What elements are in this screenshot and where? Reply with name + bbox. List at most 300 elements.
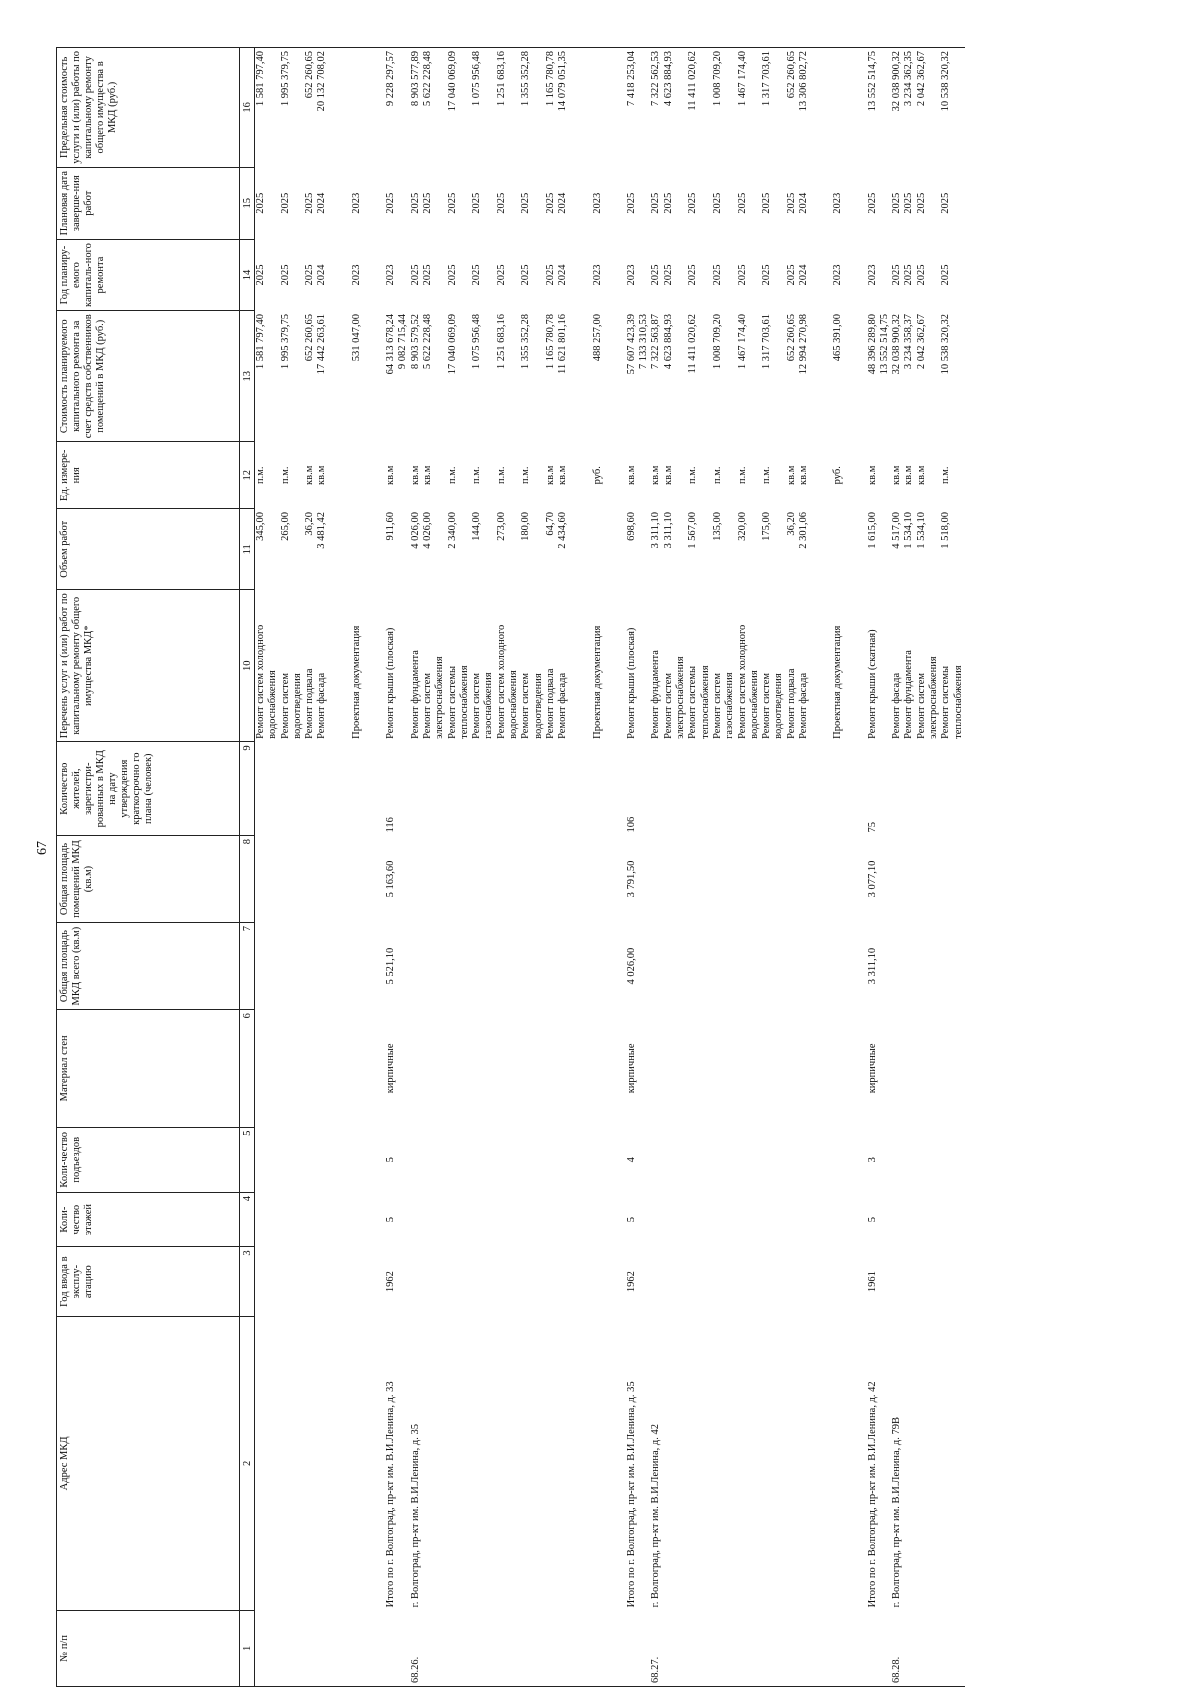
- year-built-cell: [304, 1247, 316, 1317]
- work-type-cell: Ремонт фасада: [557, 672, 569, 739]
- premises-area-cell: [891, 835, 903, 922]
- total-area-cell: [570, 923, 592, 1010]
- row-number-cell: [280, 1610, 292, 1686]
- table-row: [700, 48, 712, 1687]
- repair-year-cell: 2024: [316, 264, 328, 286]
- column-number: 5: [240, 1127, 255, 1192]
- total-area-cell: [267, 923, 279, 1010]
- table-row: [496, 48, 508, 1687]
- residents-cell: [700, 742, 712, 836]
- row-number-cell: [363, 1610, 385, 1686]
- entrances-cell: [471, 1127, 483, 1192]
- address-cell: [483, 1316, 495, 1610]
- cost-cell: 531 047,00: [350, 313, 362, 362]
- cost-cell: [845, 311, 867, 442]
- total-area-cell: [304, 923, 316, 1010]
- premises-area-cell: [903, 835, 915, 922]
- total-area-cell: [292, 923, 304, 1010]
- wall-material-cell: [508, 1010, 520, 1128]
- unit-cell: п.м.: [279, 466, 291, 485]
- repair-year-cell: [508, 239, 520, 311]
- unit-cell: кв.м: [785, 465, 797, 485]
- row-number-cell: [520, 1610, 532, 1686]
- floors-cell: [557, 1192, 569, 1246]
- completion-year-cell: 2024: [797, 192, 809, 214]
- limit-cost-cell: 652 260,65: [304, 48, 316, 168]
- wall-material-cell: [304, 1010, 316, 1128]
- work-volume-cell: 911,60: [385, 512, 397, 541]
- limit-cost-cell: 1 995 379,75: [280, 48, 292, 168]
- repair-year-cell: 2025: [446, 264, 458, 286]
- table-row: [675, 48, 687, 1687]
- residents-cell: [940, 742, 952, 836]
- premises-area-cell: [953, 835, 965, 922]
- completion-year-cell: [928, 167, 940, 239]
- table-row: [447, 48, 459, 1687]
- limit-cost-cell: [351, 48, 363, 168]
- residents-cell: [712, 742, 724, 836]
- entrances-cell: [604, 1127, 626, 1192]
- row-number-cell: [761, 1610, 773, 1686]
- total-cost-value: 64 313 678,24: [385, 313, 397, 375]
- work-type-cell: Ремонт системы: [687, 665, 699, 739]
- premises-area-cell: [533, 835, 545, 922]
- address-cell: [447, 1316, 459, 1610]
- premises-area-cell: [928, 835, 940, 922]
- cost-cell: 11 621 801,16: [557, 313, 569, 374]
- cost-cell: 1 075 956,48: [471, 313, 483, 370]
- repair-year-cell: [675, 239, 687, 311]
- repair-year-cell: 2025: [662, 264, 674, 286]
- unit-cell: [483, 442, 495, 509]
- cost-cell: 17 442 263,61: [316, 313, 328, 375]
- floors-cell: [675, 1192, 687, 1246]
- limit-cost-cell: [570, 48, 592, 168]
- total-area-cell: [891, 923, 903, 1010]
- header-cell: Коли-чество подъездов: [57, 1127, 240, 1192]
- header-cell: Количество жителей, зарегистри-рованных в МКД на дату утверждения краткосрочно го плана (человек): [57, 742, 240, 836]
- total-area-cell: [471, 923, 483, 1010]
- premises-area-cell: [483, 835, 495, 922]
- unit-cell: п.м.: [940, 466, 952, 485]
- row-number-cell: [508, 1610, 520, 1686]
- wall-material-cell: [798, 1010, 810, 1128]
- year-built-cell: [410, 1247, 422, 1317]
- address-cell: г. Волгоград, пр-кт им. В.И.Ленина, д. 79В: [891, 1417, 903, 1608]
- row-number-cell: [471, 1610, 483, 1686]
- table-row: [650, 48, 662, 1687]
- cost-cell: 1 355 352,28: [520, 313, 532, 370]
- completion-year-cell: [845, 167, 867, 239]
- work-type-cell: Ремонт подвала: [544, 668, 556, 739]
- limit-cost-cell: 8 903 577,89: [410, 48, 422, 168]
- wall-material-cell: [928, 1010, 940, 1128]
- wall-material-cell: [410, 1010, 422, 1128]
- work-volume-cell: 3 311,10: [650, 512, 662, 549]
- address-cell: [592, 1316, 604, 1610]
- floors-cell: [903, 1192, 915, 1246]
- work-volume-cell: 135,00: [711, 512, 723, 541]
- completion-year-cell: 2025: [544, 192, 556, 214]
- residents-cell: [786, 742, 798, 836]
- work-volume-cell: 36,20: [785, 512, 797, 536]
- unit-cell: кв.м: [557, 465, 569, 485]
- header-cell: Год планиру-емого капиталь-ного ремонта: [57, 239, 240, 311]
- total-area-cell: [557, 923, 569, 1010]
- table-row: [687, 48, 699, 1687]
- year-built-cell: [508, 1247, 520, 1317]
- header-cell: Объем работ: [57, 509, 240, 590]
- table-row: [916, 48, 928, 1687]
- repair-year-cell: 2023: [350, 264, 362, 286]
- cost-cell: 3 234 358,37: [903, 313, 915, 370]
- row-number-cell: [773, 1610, 785, 1686]
- completion-year-cell: 2025: [471, 192, 483, 214]
- address-cell: [724, 1316, 736, 1610]
- entrances-cell: [953, 1127, 965, 1192]
- year-built-cell: [533, 1247, 545, 1317]
- wall-material-cell: [280, 1010, 292, 1128]
- table-row: [891, 48, 903, 1687]
- page-number: 67: [35, 841, 50, 855]
- year-built-cell: [928, 1247, 940, 1317]
- row-number-cell: [810, 1610, 832, 1686]
- row-number-cell: [798, 1610, 810, 1686]
- repair-year-cell: [329, 239, 351, 311]
- column-number: 3: [240, 1247, 255, 1317]
- work-volume-cell: 3 481,42: [316, 512, 328, 549]
- address-cell: [545, 1316, 557, 1610]
- column-number: 16: [240, 48, 255, 168]
- address-cell: [316, 1316, 328, 1610]
- premises-area-cell: [280, 835, 292, 922]
- year-built-cell: 1962: [385, 1271, 397, 1293]
- address-cell: [687, 1316, 699, 1610]
- repair-year-cell: 2025: [520, 264, 532, 286]
- work-volume-cell: 144,00: [471, 512, 483, 541]
- cost-cell: 32 038 900,32: [891, 313, 903, 375]
- repair-year-cell: 2025: [544, 264, 556, 286]
- column-number: 2: [240, 1316, 255, 1610]
- cost-cell: [363, 311, 385, 442]
- premises-area-cell: [786, 835, 798, 922]
- cost-cell: [533, 311, 545, 442]
- cost-cell: [675, 311, 687, 442]
- address-cell: Итого по г. Волгоград, пр-кт им. В.И.Ленина, д. 35: [625, 1381, 637, 1608]
- unit-cell: п.м.: [471, 466, 483, 485]
- header-cell: Предельная стоимость услуги и (или) работы по капитальному ремонту общего имущества в МКД (руб.): [57, 48, 240, 168]
- residents-cell: [845, 742, 867, 836]
- premises-area-cell: [687, 835, 699, 922]
- year-built-cell: [280, 1247, 292, 1317]
- residents-cell: [650, 742, 662, 836]
- premises-area-cell: [604, 835, 626, 922]
- floors-cell: [749, 1192, 761, 1246]
- address-cell: [570, 1316, 592, 1610]
- row-number-cell: [845, 1610, 867, 1686]
- row-number-cell: [749, 1610, 761, 1686]
- work-volume-cell: [292, 509, 304, 590]
- total-area-cell: [496, 923, 508, 1010]
- address-cell: [749, 1316, 761, 1610]
- premises-area-cell: [508, 835, 520, 922]
- work-volume-cell: 2 434,60: [557, 512, 569, 549]
- unit-cell: [928, 442, 940, 509]
- wall-material-cell: [604, 1010, 626, 1128]
- wall-material-cell: [663, 1010, 675, 1128]
- residents-cell: 75: [866, 821, 878, 833]
- residents-cell: [267, 742, 279, 836]
- cost-cell: 17 040 069,09: [446, 313, 458, 375]
- spacer-row: [570, 48, 592, 1687]
- entrances-cell: [749, 1127, 761, 1192]
- residents-cell: [410, 742, 422, 836]
- premises-area-cell: [545, 835, 557, 922]
- work-volume-cell: 265,00: [279, 512, 291, 541]
- work-type-cell: Ремонт подвала: [785, 668, 797, 739]
- floors-cell: [545, 1192, 557, 1246]
- column-number: 9: [240, 742, 255, 836]
- wall-material-cell: [520, 1010, 532, 1128]
- premises-area-cell: [916, 835, 928, 922]
- cost-cell: [483, 311, 495, 442]
- year-built-cell: [351, 1247, 363, 1317]
- unit-cell: [700, 442, 712, 509]
- completion-year-cell: 2025: [736, 192, 748, 214]
- premises-area-cell: [267, 835, 279, 922]
- work-type-cell: Ремонт фундамента: [409, 650, 421, 739]
- repair-year-cell: [363, 239, 385, 311]
- work-type-cell: [363, 590, 385, 742]
- capital-repair-table: [56, 47, 965, 1687]
- address-cell: [459, 1316, 471, 1610]
- table-row: [773, 48, 785, 1687]
- wall-material-cell: [447, 1010, 459, 1128]
- work-type-cell: теплоснабжения: [952, 665, 964, 739]
- work-type-cell: теплоснабжения: [699, 665, 711, 739]
- row-number-cell: [447, 1610, 459, 1686]
- entrances-cell: [351, 1127, 363, 1192]
- cost-cell: [700, 311, 712, 442]
- wall-material-cell: [724, 1010, 736, 1128]
- floors-cell: [520, 1192, 532, 1246]
- premises-area-cell: [351, 835, 363, 922]
- floors-cell: [845, 1192, 867, 1246]
- completion-year-cell: [483, 167, 495, 239]
- floors-cell: [604, 1192, 626, 1246]
- residents-cell: [903, 742, 915, 836]
- floors-cell: [496, 1192, 508, 1246]
- premises-area-cell: 5 163,60: [385, 860, 397, 898]
- limit-cost-cell: [928, 48, 940, 168]
- limit-cost-cell: [592, 48, 604, 168]
- work-volume-cell: [570, 509, 592, 590]
- wall-material-cell: [700, 1010, 712, 1128]
- residents-cell: [891, 742, 903, 836]
- year-built-cell: [471, 1247, 483, 1317]
- year-built-cell: [292, 1247, 304, 1317]
- entrances-cell: [483, 1127, 495, 1192]
- work-volume-cell: [329, 509, 351, 590]
- residents-cell: [304, 742, 316, 836]
- premises-area-cell: [845, 835, 867, 922]
- total-area-cell: [434, 923, 446, 1010]
- entrances-cell: [280, 1127, 292, 1192]
- limit-cost-cell: 11 411 020,62: [687, 48, 699, 168]
- wall-material-cell: [329, 1010, 351, 1128]
- address-cell: [773, 1316, 785, 1610]
- limit-cost-cell: [508, 48, 520, 168]
- work-volume-cell: [459, 509, 471, 590]
- year-built-cell: [255, 1247, 268, 1317]
- unit-cell: п.м.: [255, 466, 266, 485]
- year-built-cell: [786, 1247, 798, 1317]
- table-row: [316, 48, 328, 1687]
- wall-material-cell: [422, 1010, 434, 1128]
- work-type-cell: Ремонт систем: [520, 672, 532, 739]
- total-area-cell: [545, 923, 557, 1010]
- work-type-cell: Ремонт систем: [471, 672, 483, 739]
- table-row: [953, 48, 965, 1687]
- column-number: 8: [240, 835, 255, 922]
- residents-cell: [687, 742, 699, 836]
- repair-year-cell: 2025: [650, 264, 662, 286]
- unit-cell: кв.м: [544, 465, 556, 485]
- work-volume-cell: 698,60: [625, 512, 637, 541]
- total-area-cell: [761, 923, 773, 1010]
- table-row: [459, 48, 471, 1687]
- header-cell: № п/п: [57, 1610, 240, 1686]
- completion-year-cell: 2025: [304, 192, 316, 214]
- address-cell: [471, 1316, 483, 1610]
- completion-year-cell: 2025: [687, 192, 699, 214]
- work-volume-cell: 175,00: [761, 512, 773, 541]
- address-cell: [434, 1316, 446, 1610]
- year-built-cell: [724, 1247, 736, 1317]
- entrances-cell: [459, 1127, 471, 1192]
- limit-cost-cell: 13 552 514,75: [867, 48, 892, 168]
- unit-cell: [459, 442, 471, 509]
- row-number-cell: [675, 1610, 687, 1686]
- table-row: [557, 48, 569, 1687]
- unit-cell: [363, 442, 385, 509]
- repair-year-cell: 2025: [891, 264, 903, 286]
- cost-cell: 1 995 379,75: [279, 313, 291, 370]
- residents-cell: [737, 742, 749, 836]
- limit-cost-cell: [267, 48, 279, 168]
- unit-cell: кв.м: [409, 465, 421, 485]
- residents-cell: [422, 742, 434, 836]
- table-row: [737, 48, 749, 1687]
- work-volume-cell: [483, 509, 495, 590]
- cost-cell: [604, 311, 626, 442]
- work-type-cell: Ремонт системы: [940, 665, 952, 739]
- work-volume-cell: 1 534,10: [903, 512, 915, 549]
- work-type-cell: Ремонт систем: [421, 672, 433, 739]
- work-volume-cell: [928, 509, 940, 590]
- floors-cell: [928, 1192, 940, 1246]
- completion-year-cell: [749, 167, 761, 239]
- work-type-cell: газоснабжения: [724, 672, 736, 739]
- floors-cell: [891, 1192, 903, 1246]
- work-type-cell: Ремонт фундамента: [650, 650, 662, 739]
- work-volume-cell: [533, 509, 545, 590]
- total-area-cell: [712, 923, 724, 1010]
- cost-cell: 10 538 320,32: [940, 313, 952, 375]
- work-type-cell: Проектная документация: [832, 625, 844, 739]
- work-type-cell: Ремонт крыши (плоская): [385, 627, 397, 739]
- floors-cell: [832, 1192, 844, 1246]
- total-area-cell: [845, 923, 867, 1010]
- work-volume-cell: [953, 509, 965, 590]
- residents-cell: [592, 742, 604, 836]
- spacer-row: [363, 48, 385, 1687]
- entrances-cell: 4: [625, 1157, 637, 1163]
- header-cell: Плановая дата заверше-ния работ: [57, 167, 240, 239]
- unit-cell: п.м.: [446, 466, 458, 485]
- repair-year-cell: 2025: [785, 264, 797, 286]
- header-row: [57, 48, 240, 1687]
- wall-material-cell: [557, 1010, 569, 1128]
- residents-cell: [316, 742, 328, 836]
- spacer-row: [329, 48, 351, 1687]
- residents-cell: [508, 742, 520, 836]
- column-number: 11: [240, 509, 255, 590]
- floors-cell: [940, 1192, 952, 1246]
- year-built-cell: [663, 1247, 675, 1317]
- completion-year-cell: 2023: [350, 192, 362, 214]
- entrances-cell: [761, 1127, 773, 1192]
- total-cost-value: 57 607 423,39: [625, 313, 637, 375]
- column-number: 4: [240, 1192, 255, 1246]
- completion-year-cell: 2025: [255, 192, 266, 214]
- limit-cost-cell: 1 355 352,28: [520, 48, 532, 168]
- address-cell: г. Волгоград, пр-кт им. В.И.Ленина, д. 35: [409, 1424, 421, 1608]
- completion-year-cell: 2023: [591, 192, 603, 214]
- total-area-cell: [700, 923, 712, 1010]
- limit-cost-cell: 652 260,65: [786, 48, 798, 168]
- residents-cell: [832, 742, 844, 836]
- entrances-cell: [447, 1127, 459, 1192]
- total-area-cell: [903, 923, 915, 1010]
- work-volume-cell: [508, 509, 520, 590]
- completion-year-cell: [773, 167, 785, 239]
- column-number-row: [240, 48, 255, 1687]
- column-number: 10: [240, 590, 255, 742]
- repair-year-cell: 2025: [421, 264, 433, 286]
- work-volume-cell: [675, 509, 687, 590]
- total-area-cell: [280, 923, 292, 1010]
- table-row: [304, 48, 316, 1687]
- entrances-cell: [810, 1127, 832, 1192]
- repair-year-cell: 2025: [736, 264, 748, 286]
- repair-year-cell: [773, 239, 785, 311]
- table-row: [533, 48, 545, 1687]
- unit-cell: [570, 442, 592, 509]
- repair-year-cell: 2025: [711, 264, 723, 286]
- unit-cell: [267, 442, 279, 509]
- repair-year-cell: [724, 239, 736, 311]
- floors-cell: [916, 1192, 928, 1246]
- cost-cell: 4 623 884,93: [662, 313, 674, 370]
- address-cell: [520, 1316, 532, 1610]
- work-type-cell: водоснабжения: [267, 670, 279, 739]
- cost-cell: 5 622 228,48: [421, 313, 433, 370]
- column-number: 12: [240, 442, 255, 509]
- total-area-cell: [675, 923, 687, 1010]
- completion-year-cell: [459, 167, 471, 239]
- residents-cell: [520, 742, 532, 836]
